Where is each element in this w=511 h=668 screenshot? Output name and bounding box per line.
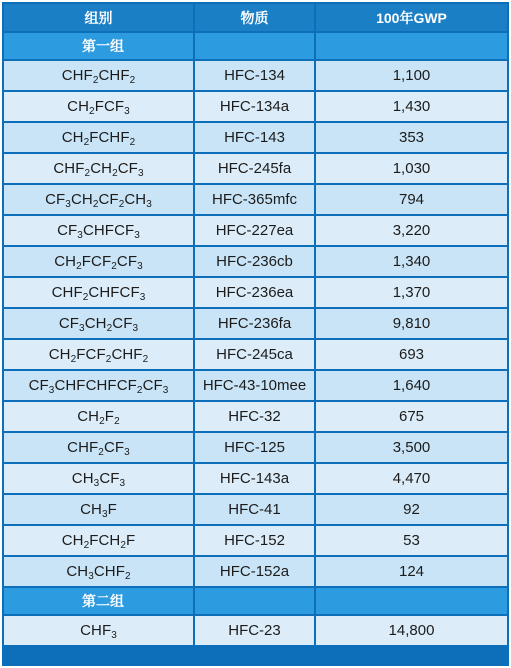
substance-cell: HFC-134 (195, 61, 314, 90)
formula-part: CHF (80, 622, 112, 639)
formula-part: CHFCF (88, 284, 140, 301)
table-row (4, 557, 507, 586)
formula-part: FCHF (89, 129, 130, 146)
formula-subscript: 3 (93, 478, 100, 489)
table-row (4, 309, 507, 338)
substance-cell: HFC-236fa (195, 309, 314, 338)
formula-part: CHFCHFCF (54, 377, 137, 394)
formula-part: CF (57, 222, 78, 239)
table-row (4, 247, 507, 276)
table-body (4, 33, 507, 645)
formula-part: CHFCF (82, 222, 135, 239)
formula-part: CF (116, 253, 138, 270)
gwp-cell: 3,500 (316, 433, 507, 462)
formula-part: CF (112, 315, 133, 332)
formula-cell (4, 340, 193, 369)
formula-part: CH (71, 470, 94, 487)
formula-cell (4, 464, 193, 493)
formula-part: CH (61, 532, 84, 549)
table-row (4, 61, 507, 90)
formula-cell (4, 402, 193, 431)
formula-subscript: 3 (48, 385, 55, 396)
gwp-cell: 794 (316, 185, 507, 214)
formula-part: F (107, 501, 117, 518)
formula-cell (4, 61, 193, 90)
formula-subscript: 3 (101, 509, 108, 520)
formula-part: CH (70, 191, 93, 208)
gwp-cell: 1,370 (316, 278, 507, 307)
group-empty-cell (316, 33, 507, 59)
formula-subscript: 2 (92, 199, 99, 210)
formula-subscript: 2 (112, 168, 118, 179)
gwp-cell: 1,340 (316, 247, 507, 276)
formula-part: CH (67, 98, 90, 115)
substance-cell: HFC-245fa (195, 154, 314, 183)
gwp-table-container (2, 2, 509, 666)
gwp-cell: 53 (316, 526, 507, 555)
formula-cell (4, 92, 193, 121)
formula-subscript: 3 (146, 199, 152, 210)
formula-part: FCF (94, 98, 125, 115)
formula-subscript: 3 (137, 168, 144, 179)
table-header-row (4, 4, 507, 31)
substance-cell: HFC-43-10mee (195, 371, 314, 400)
formula-part: CHF (61, 67, 93, 84)
formula-subscript: 3 (162, 385, 169, 396)
group-empty-cell (316, 588, 507, 614)
substance-cell: HFC-143 (195, 123, 314, 152)
formula-part: F (126, 532, 136, 549)
formula-subscript: 2 (84, 168, 91, 179)
formula-cell (4, 309, 193, 338)
formula-subscript: 2 (106, 323, 113, 334)
formula-subscript: 2 (125, 571, 131, 582)
formula-subscript: 3 (77, 230, 83, 241)
formula-subscript: 2 (82, 292, 89, 303)
formula-part: CF (98, 191, 119, 208)
formula-part: CHF (53, 160, 85, 177)
formula-subscript: 2 (114, 416, 120, 427)
formula-subscript: 2 (111, 261, 117, 272)
formula-cell (4, 154, 193, 183)
header-gwp: 100年GWP (316, 4, 507, 31)
formula-subscript: 2 (98, 447, 104, 458)
table-row (4, 185, 507, 214)
formula-part: FCF (76, 346, 106, 363)
formula-part: CH (54, 253, 77, 270)
formula-cell (4, 495, 193, 524)
table-row (4, 495, 507, 524)
formula-part: CH (80, 501, 102, 518)
formula-part: CH (61, 129, 84, 146)
substance-cell: HFC-23 (195, 616, 314, 645)
formula-subscript: 3 (124, 447, 130, 458)
substance-cell: HFC-134a (195, 92, 314, 121)
formula-part: CF (58, 315, 80, 332)
formula-cell (4, 185, 193, 214)
gwp-cell: 3,220 (316, 216, 507, 245)
formula-subscript: 3 (119, 478, 126, 489)
formula-cell (4, 247, 193, 276)
table-row (4, 123, 507, 152)
formula-part: CH (77, 408, 100, 425)
formula-part: F (104, 408, 115, 425)
substance-cell: HFC-152a (195, 557, 314, 586)
formula-part: CHF (93, 563, 125, 580)
substance-cell: HFC-41 (195, 495, 314, 524)
table-row (4, 154, 507, 183)
formula-cell (4, 278, 193, 307)
formula-cell (4, 371, 193, 400)
formula-part: CH (124, 191, 147, 208)
formula-cell (4, 557, 193, 586)
header-group: 组别 (4, 4, 193, 31)
substance-cell: HFC-236ea (195, 278, 314, 307)
gwp-cell: 4,470 (316, 464, 507, 493)
formula-part: FCF (81, 253, 112, 270)
substance-cell: HFC-125 (195, 433, 314, 462)
formula-subscript: 2 (118, 199, 125, 210)
formula-subscript: 2 (142, 354, 149, 365)
table-row (4, 340, 507, 369)
table-row (4, 616, 507, 645)
formula-subscript: 2 (120, 540, 127, 551)
formula-subscript: 2 (105, 354, 112, 365)
gwp-cell: 1,430 (316, 92, 507, 121)
formula-part: CH (66, 563, 89, 580)
formula-part: CF (103, 439, 125, 456)
formula-cell (4, 616, 193, 645)
formula-subscript: 2 (89, 106, 95, 117)
gwp-cell: 693 (316, 340, 507, 369)
group-empty-cell (195, 33, 314, 59)
formula-subscript: 2 (136, 385, 143, 396)
table-row (4, 371, 507, 400)
formula-subscript: 3 (139, 292, 146, 303)
table-row (4, 278, 507, 307)
formula-part: CH (90, 160, 113, 177)
gwp-cell: 1,100 (316, 61, 507, 90)
formula-subscript: 2 (129, 75, 136, 86)
table-row (4, 216, 507, 245)
gwp-cell: 675 (316, 402, 507, 431)
formula-part: CF (45, 191, 66, 208)
formula-subscript: 3 (111, 630, 117, 641)
substance-cell: HFC-152 (195, 526, 314, 555)
table-row (4, 92, 507, 121)
formula-part: CF (28, 377, 49, 394)
formula-cell (4, 123, 193, 152)
formula-part: CF (117, 160, 138, 177)
gwp-cell: 353 (316, 123, 507, 152)
formula-cell (4, 216, 193, 245)
formula-subscript: 2 (70, 354, 77, 365)
formula-subscript: 2 (83, 137, 90, 148)
gwp-cell: 9,810 (316, 309, 507, 338)
formula-subscript: 3 (137, 261, 143, 272)
formula-subscript: 2 (99, 416, 105, 427)
gwp-table (2, 2, 509, 647)
formula-subscript: 3 (132, 323, 139, 334)
formula-subscript: 3 (134, 230, 140, 241)
formula-part: CH (84, 315, 107, 332)
formula-cell (4, 526, 193, 555)
table-row (4, 464, 507, 493)
table-row (4, 402, 507, 431)
formula-part: CF (142, 377, 163, 394)
substance-cell: HFC-236cb (195, 247, 314, 276)
gwp-cell: 1,640 (316, 371, 507, 400)
group-label: 第二组 (4, 588, 193, 614)
substance-cell: HFC-227ea (195, 216, 314, 245)
table-row (4, 526, 507, 555)
formula-part: CHF (111, 346, 143, 363)
formula-subscript: 2 (83, 540, 90, 551)
gwp-cell: 92 (316, 495, 507, 524)
substance-cell: HFC-32 (195, 402, 314, 431)
formula-subscript: 2 (129, 137, 136, 148)
formula-subscript: 2 (92, 75, 99, 86)
formula-part: FCH (89, 532, 121, 549)
formula-subscript: 2 (76, 261, 82, 272)
formula-subscript: 3 (79, 323, 85, 334)
gwp-cell: 1,030 (316, 154, 507, 183)
group-label: 第一组 (4, 33, 193, 59)
gwp-cell: 124 (316, 557, 507, 586)
formula-subscript: 3 (88, 571, 94, 582)
formula-cell (4, 433, 193, 462)
formula-subscript: 3 (124, 106, 130, 117)
formula-part: CH (48, 346, 71, 363)
group-header-row (4, 33, 507, 59)
substance-cell: HFC-143a (195, 464, 314, 493)
header-substance: 物质 (195, 4, 314, 31)
group-empty-cell (195, 588, 314, 614)
formula-part: CF (99, 470, 120, 487)
formula-part: CHF (67, 439, 99, 456)
substance-cell: HFC-245ca (195, 340, 314, 369)
group-header-row (4, 588, 507, 614)
table-row (4, 433, 507, 462)
substance-cell: HFC-365mfc (195, 185, 314, 214)
gwp-cell: 14,800 (316, 616, 507, 645)
formula-subscript: 3 (65, 199, 71, 210)
formula-part: CHF (51, 284, 83, 301)
formula-part: CHF (98, 67, 130, 84)
